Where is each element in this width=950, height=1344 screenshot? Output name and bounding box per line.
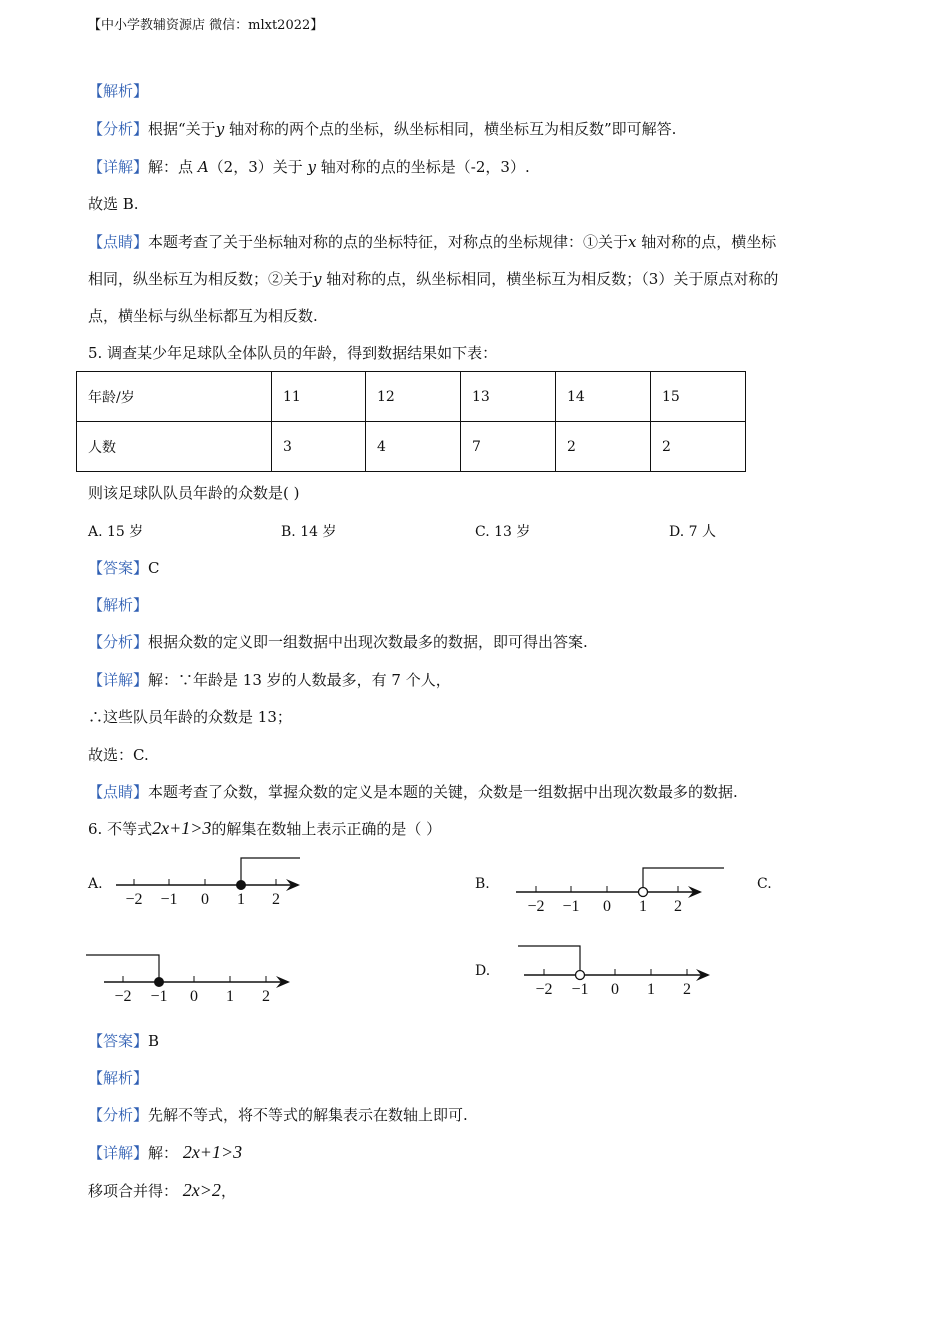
fenxi-label: 【分析】 — [88, 120, 149, 138]
q5-xiangjie — [88, 670, 451, 690]
table-cell: 14 — [556, 372, 651, 422]
yixiang-text: ， — [220, 1182, 236, 1200]
tick-label: −2 — [125, 891, 143, 908]
tick-label: 1 — [237, 891, 245, 908]
tick-label: 2 — [262, 988, 270, 1005]
answer-value: C — [148, 559, 160, 577]
q5-guxuan: 故选：C. — [88, 746, 149, 764]
stem-text: 的解集在数轴上表示正确的是（ ） — [211, 820, 442, 838]
age-table — [76, 371, 746, 472]
tick-label: 1 — [647, 981, 655, 998]
table-cell: 2 — [651, 422, 746, 472]
fenxi-text: 轴对称的两个点的坐标，纵坐标相同，横坐标互为相反数”即可解答. — [224, 120, 677, 138]
var-y: y — [215, 120, 225, 138]
number-line-b — [512, 862, 727, 922]
q5-fenxi — [88, 632, 588, 652]
fenxi-text: 先解不等式，将不等式的解集表示在数轴上即可. — [148, 1106, 468, 1124]
fenxi-label: 【分析】 — [88, 633, 149, 651]
q5-stem: 5. 调查某少年足球队全体队员的年龄，得到数据结果如下表： — [88, 344, 498, 362]
var-y: y — [307, 158, 317, 176]
q6-option-c-label: C. — [757, 876, 772, 892]
q6-stem — [88, 818, 441, 839]
q5-question: 则该足球队队员年龄的众数是( ) — [88, 484, 300, 502]
q6-yixiang — [88, 1180, 236, 1201]
q5-jiexi-label: 【解析】 — [88, 596, 149, 614]
page-header: 【中小学教辅资源店 微信：mlxt2022】 — [88, 18, 324, 33]
dianjing-text: 轴对称的点，横坐标 — [636, 233, 777, 251]
xiangjie-label: 【详解】 — [88, 1144, 149, 1162]
tick-label: 0 — [201, 891, 209, 908]
xiangjie-label: 【详解】 — [88, 158, 149, 176]
xiangjie-text: 解： — [148, 1144, 179, 1162]
tick-label: 2 — [674, 898, 682, 915]
tick-label: 0 — [603, 898, 611, 915]
xiangjie-label: 【详解】 — [88, 671, 149, 689]
answer-label: 【答案】 — [88, 559, 149, 577]
table-row — [77, 372, 746, 422]
q5-therefore: ∴这些队员年龄的众数是 13； — [88, 708, 292, 726]
xiangjie-text: 轴对称的点的坐标是（-2，3）. — [316, 158, 530, 176]
dianjing-text: 相同，纵坐标互为相反数；②关于 — [88, 270, 314, 288]
dianjing-text: 本题考查了众数，掌握众数的定义是本题的关键，众数是一组数据中出现次数最多的数据. — [148, 783, 738, 801]
tick-label: −2 — [114, 988, 132, 1005]
q4-dianjing-3: 点，横坐标与纵坐标都互为相反数. — [88, 307, 318, 325]
q6-jiexi-label: 【解析】 — [88, 1069, 149, 1087]
stem-text: 6. 不等式 — [88, 820, 153, 838]
point-a: A — [197, 158, 209, 176]
q6-answer — [88, 1031, 159, 1051]
q4-dianjing-1 — [88, 232, 776, 252]
q4-dianjing-2 — [88, 269, 778, 289]
table-cell: 12 — [366, 372, 461, 422]
table-cell: 2 — [556, 422, 651, 472]
inequality: 2x+1>3 — [152, 818, 212, 838]
tick-label: −1 — [150, 988, 168, 1005]
q6-option-b-label: B. — [475, 876, 490, 892]
table-cell: 年龄/岁 — [77, 372, 272, 422]
q4-jiexi-label: 【解析】 — [88, 82, 149, 100]
inequality: 2x+1>3 — [182, 1142, 243, 1162]
inequality: 2x>2 — [182, 1180, 221, 1200]
tick-label: 0 — [611, 981, 619, 998]
tick-label: −1 — [160, 891, 178, 908]
table-cell: 4 — [366, 422, 461, 472]
q6-xiangjie — [88, 1142, 242, 1163]
tick-label: −2 — [535, 981, 553, 998]
q4-guxuan: 故选 B. — [88, 195, 139, 213]
table-cell: 11 — [272, 372, 366, 422]
table-cell: 人数 — [77, 422, 272, 472]
var-x: x — [628, 233, 637, 251]
q5-option-d: D. 7 人 — [669, 524, 716, 540]
tick-label: 2 — [272, 891, 280, 908]
tick-label: 0 — [190, 988, 198, 1005]
tick-label: 2 — [683, 981, 691, 998]
q5-dianjing — [88, 782, 738, 802]
table-cell: 7 — [461, 422, 556, 472]
dianjing-label: 【点睛】 — [88, 233, 149, 251]
q6-option-a-label: A. — [88, 876, 103, 892]
q5-option-c: C. 13 岁 — [475, 524, 531, 540]
dianjing-label: 【点睛】 — [88, 783, 149, 801]
fenxi-text: 根据“关于 — [148, 120, 216, 138]
tick-label: 1 — [226, 988, 234, 1005]
q5-option-a: A. 15 岁 — [88, 524, 144, 540]
q6-option-d-label: D. — [475, 963, 491, 979]
table-cell: 13 — [461, 372, 556, 422]
table-cell: 3 — [272, 422, 366, 472]
q4-xiangjie — [88, 157, 530, 177]
answer-value: B — [148, 1032, 160, 1050]
number-line-c — [86, 950, 296, 1010]
number-line-d — [516, 942, 716, 1002]
fenxi-text: 根据众数的定义即一组数据中出现次数最多的数据，即可得出答案. — [148, 633, 588, 651]
q5-answer — [88, 558, 160, 578]
answer-label: 【答案】 — [88, 1032, 149, 1050]
table-cell: 15 — [651, 372, 746, 422]
table-row — [77, 422, 746, 472]
tick-label: −1 — [571, 981, 589, 998]
dianjing-text: 轴对称的点，纵坐标相同，横坐标互为相反数；（3）关于原点对称的 — [321, 270, 779, 288]
xiangjie-text: 解：∵年龄是 13 岁的人数最多，有 7 个人， — [148, 671, 451, 689]
xiangjie-text: （2，3）关于 — [208, 158, 303, 176]
number-line-a — [110, 852, 310, 912]
q5-option-b: B. 14 岁 — [281, 524, 337, 540]
xiangjie-text: 解：点 — [148, 158, 194, 176]
tick-label: 1 — [639, 898, 647, 915]
fenxi-label: 【分析】 — [88, 1106, 149, 1124]
dianjing-text: 本题考查了关于坐标轴对称的点的坐标特征，对称点的坐标规律：①关于 — [148, 233, 629, 251]
yixiang-text: 移项合并得： — [88, 1182, 179, 1200]
var-y: y — [313, 270, 322, 288]
q4-fenxi — [88, 119, 676, 139]
q6-fenxi — [88, 1105, 468, 1125]
tick-label: −1 — [562, 898, 580, 915]
tick-label: −2 — [527, 898, 545, 915]
